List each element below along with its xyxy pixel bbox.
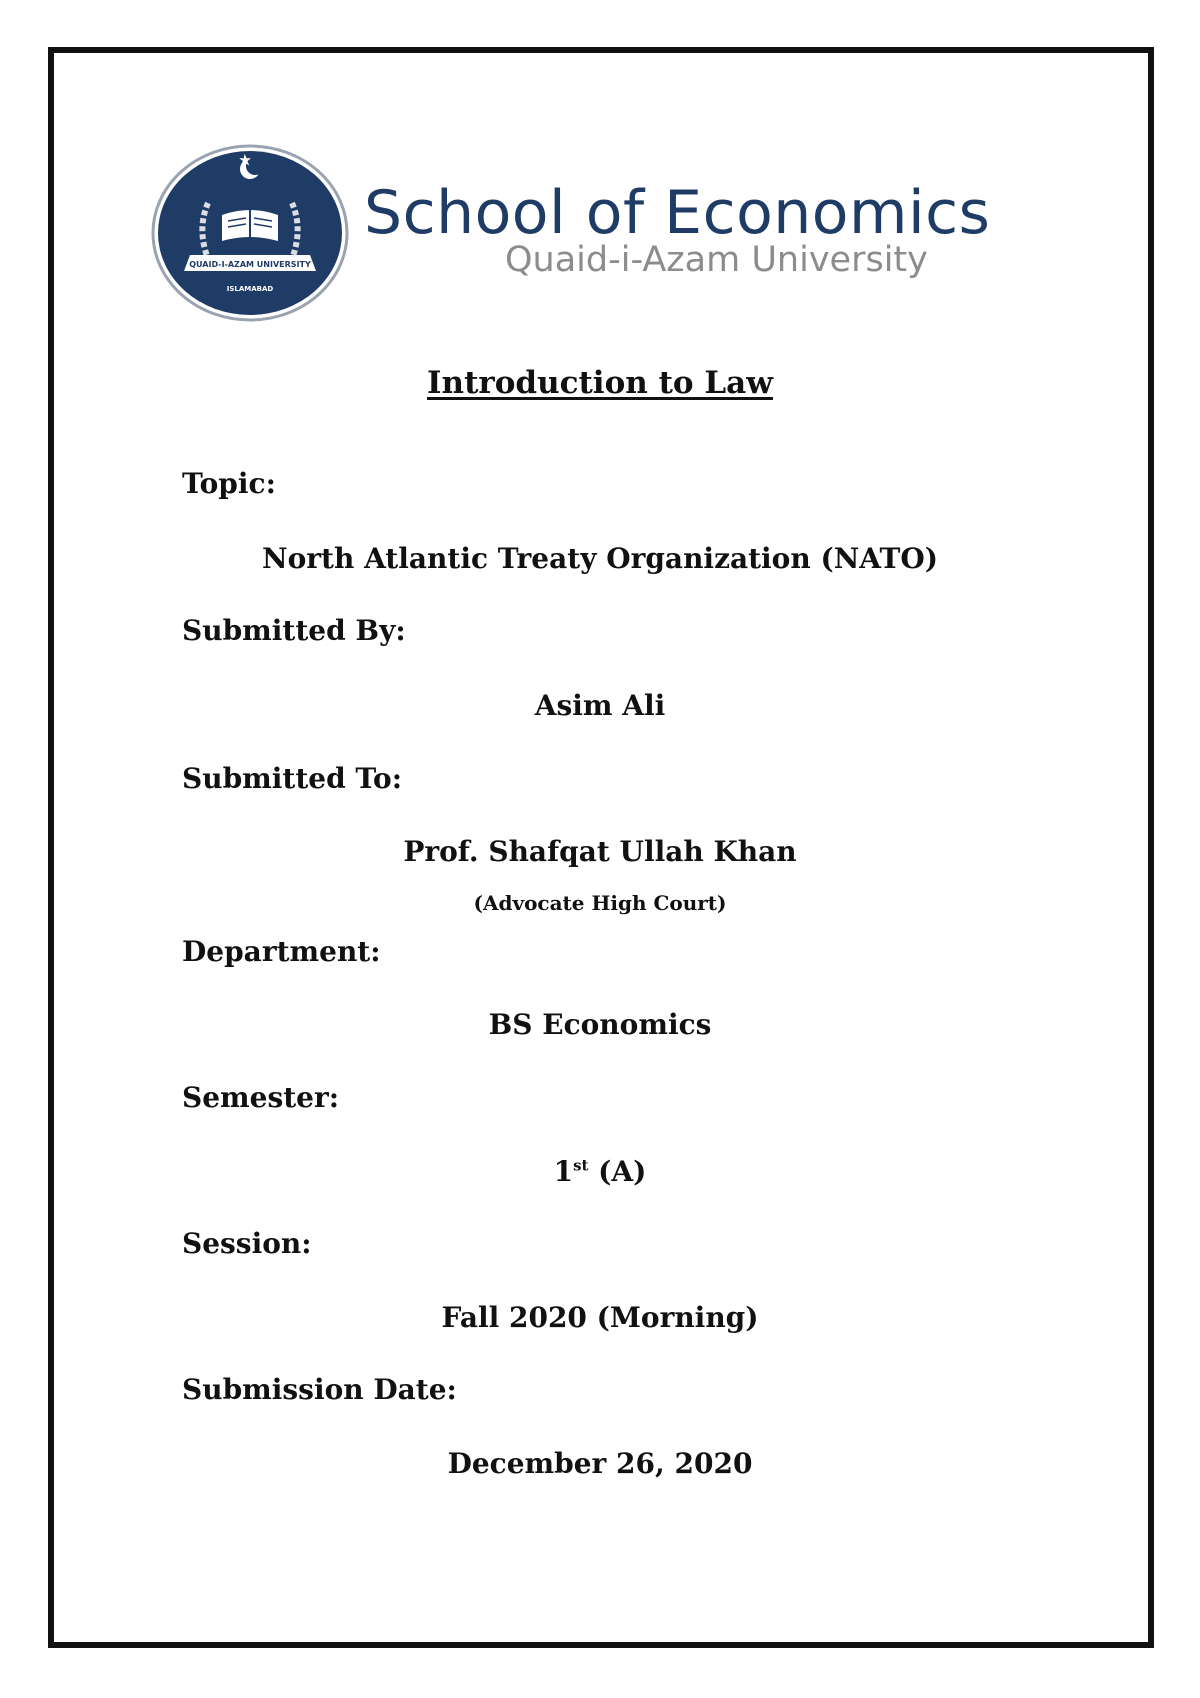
submitted-by-value: Asim Ali xyxy=(534,689,666,722)
submitted-to-note: (Advocate High Court) xyxy=(473,891,727,915)
university-seal-logo xyxy=(150,143,350,323)
department-label: Department: xyxy=(182,935,381,968)
session-label: Session: xyxy=(182,1227,312,1260)
submitted-to-value: Prof. Shafqat Ullah Khan xyxy=(403,835,797,868)
submission-date-label: Submission Date: xyxy=(182,1373,457,1406)
seal-city-text: ISLAMABAD xyxy=(226,285,274,293)
submitted-to-label: Submitted To: xyxy=(182,762,403,795)
seal-ribbon-text: QUAID-I-AZAM UNIVERSITY xyxy=(189,260,311,269)
course-title: Introduction to Law xyxy=(427,365,773,401)
submission-date-value: December 26, 2020 xyxy=(447,1447,753,1480)
semester-suffix: st xyxy=(573,1156,589,1175)
submitted-by-label: Submitted By: xyxy=(182,614,406,647)
university-name: Quaid-i-Azam University xyxy=(505,240,928,280)
semester-number: 1 xyxy=(553,1155,574,1188)
school-name: School of Economics xyxy=(364,178,991,248)
session-value: Fall 2020 (Morning) xyxy=(441,1301,759,1334)
topic-value: North Atlantic Treaty Organization (NATO) xyxy=(262,542,938,575)
semester-label: Semester: xyxy=(182,1081,340,1114)
semester-value xyxy=(0,1155,1200,1188)
department-value: BS Economics xyxy=(488,1008,712,1041)
topic-label: Topic: xyxy=(182,467,276,500)
semester-section: (A) xyxy=(588,1155,647,1188)
